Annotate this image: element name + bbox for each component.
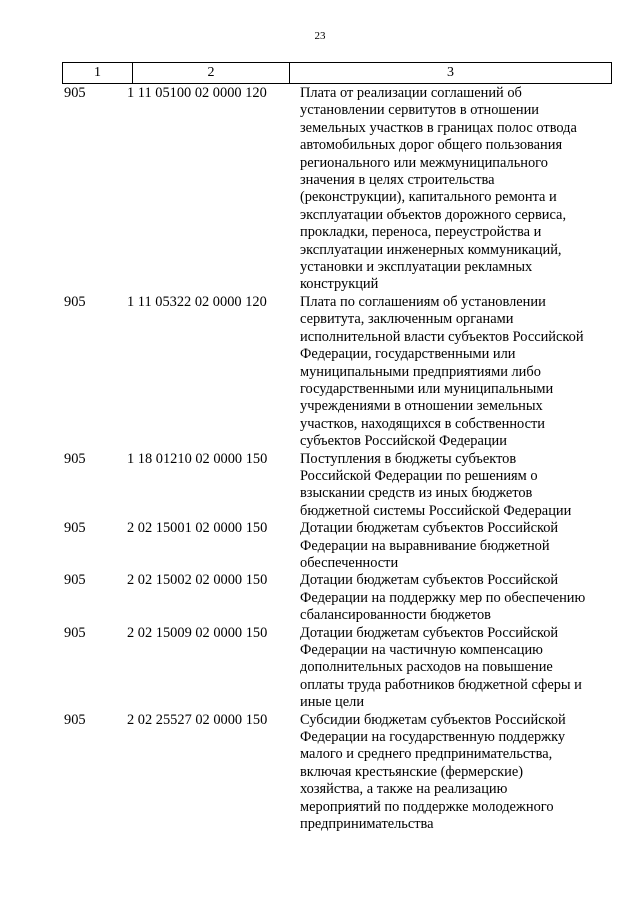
revenue-description: Поступления в бюджеты субъектов Российской Федерации по решениям о взыскании средств из иных бюджетов бюджетной системы Российской Федерации [300, 450, 572, 519]
table-row [62, 520, 611, 572]
revenue-description: Субсидии бюджетам субъектов Российской Федерации на государственную поддержку малого и среднего предпринимательства, включая крестьянские (фермерские) хозяйства, а также на реализацию мероприятий по поддержке молодежного предпринимательства [300, 711, 566, 833]
admin-code: 905 [64, 85, 86, 101]
page-number: 23 [314, 30, 326, 42]
budget-classification-code: 2 02 15009 02 0000 150 [127, 624, 268, 641]
revenue-description: Дотации бюджетам субъектов Российской Федерации на поддержку мер по обеспечению сбалансированности бюджетов [300, 572, 586, 624]
column-header-2: 2 [133, 63, 290, 84]
admin-code: 905 [64, 450, 86, 467]
column-header-1: 1 [63, 63, 133, 84]
column-header-row [63, 63, 612, 84]
revenue-description: Плата по соглашениям об установлении сервитута, заключенным органами исполнительной власти субъектов Российской Федерации, государственными или муниципальными предприятиями либо государственными или муниципальными учреждениями в отношении земельных участков, находящихся в собственности субъектов Российской Федерации [300, 293, 584, 450]
budget-classification-code: 1 11 05322 02 0000 120 [127, 293, 267, 310]
revenue-code-list [62, 85, 611, 833]
admin-code: 905 [64, 624, 86, 641]
table-row [62, 712, 611, 834]
table-row [62, 85, 611, 294]
table-row [62, 625, 611, 712]
column-header-table [62, 62, 612, 84]
budget-classification-code: 1 18 01210 02 0000 150 [127, 450, 268, 467]
table-row [62, 451, 611, 521]
table-row [62, 294, 611, 451]
admin-code: 905 [64, 572, 86, 589]
revenue-description: Дотации бюджетам субъектов Российской Федерации на частичную компенсацию дополнительных расходов на повышение оплаты труда работников бюджетной сферы и иные цели [300, 624, 582, 711]
admin-code: 905 [64, 711, 86, 728]
budget-classification-code: 2 02 15001 02 0000 150 [127, 520, 268, 537]
revenue-description: Плата от реализации соглашений об установлении сервитутов в отношении земельных участков в границах полос отвода автомобильных дорог общего пользования регионального или межмуниципального значения в целях строительства (реконструкции), капитального ремонта и эксплуатации объектов дорожного сервиса, прокладки, переноса, переустройства и эксплуатации инженерных коммуникаций, установки и эксплуатации рекламных конструкций [300, 85, 577, 293]
budget-classification-code: 2 02 15002 02 0000 150 [127, 572, 268, 589]
column-header-3: 3 [290, 63, 612, 84]
table-row [62, 572, 611, 624]
admin-code: 905 [64, 293, 86, 310]
revenue-description: Дотации бюджетам субъектов Российской Федерации на выравнивание бюджетной обеспеченности [300, 520, 559, 571]
budget-classification-code: 1 11 05100 02 0000 120 [127, 85, 267, 101]
admin-code: 905 [64, 520, 86, 537]
budget-classification-code: 2 02 25527 02 0000 150 [127, 711, 268, 728]
